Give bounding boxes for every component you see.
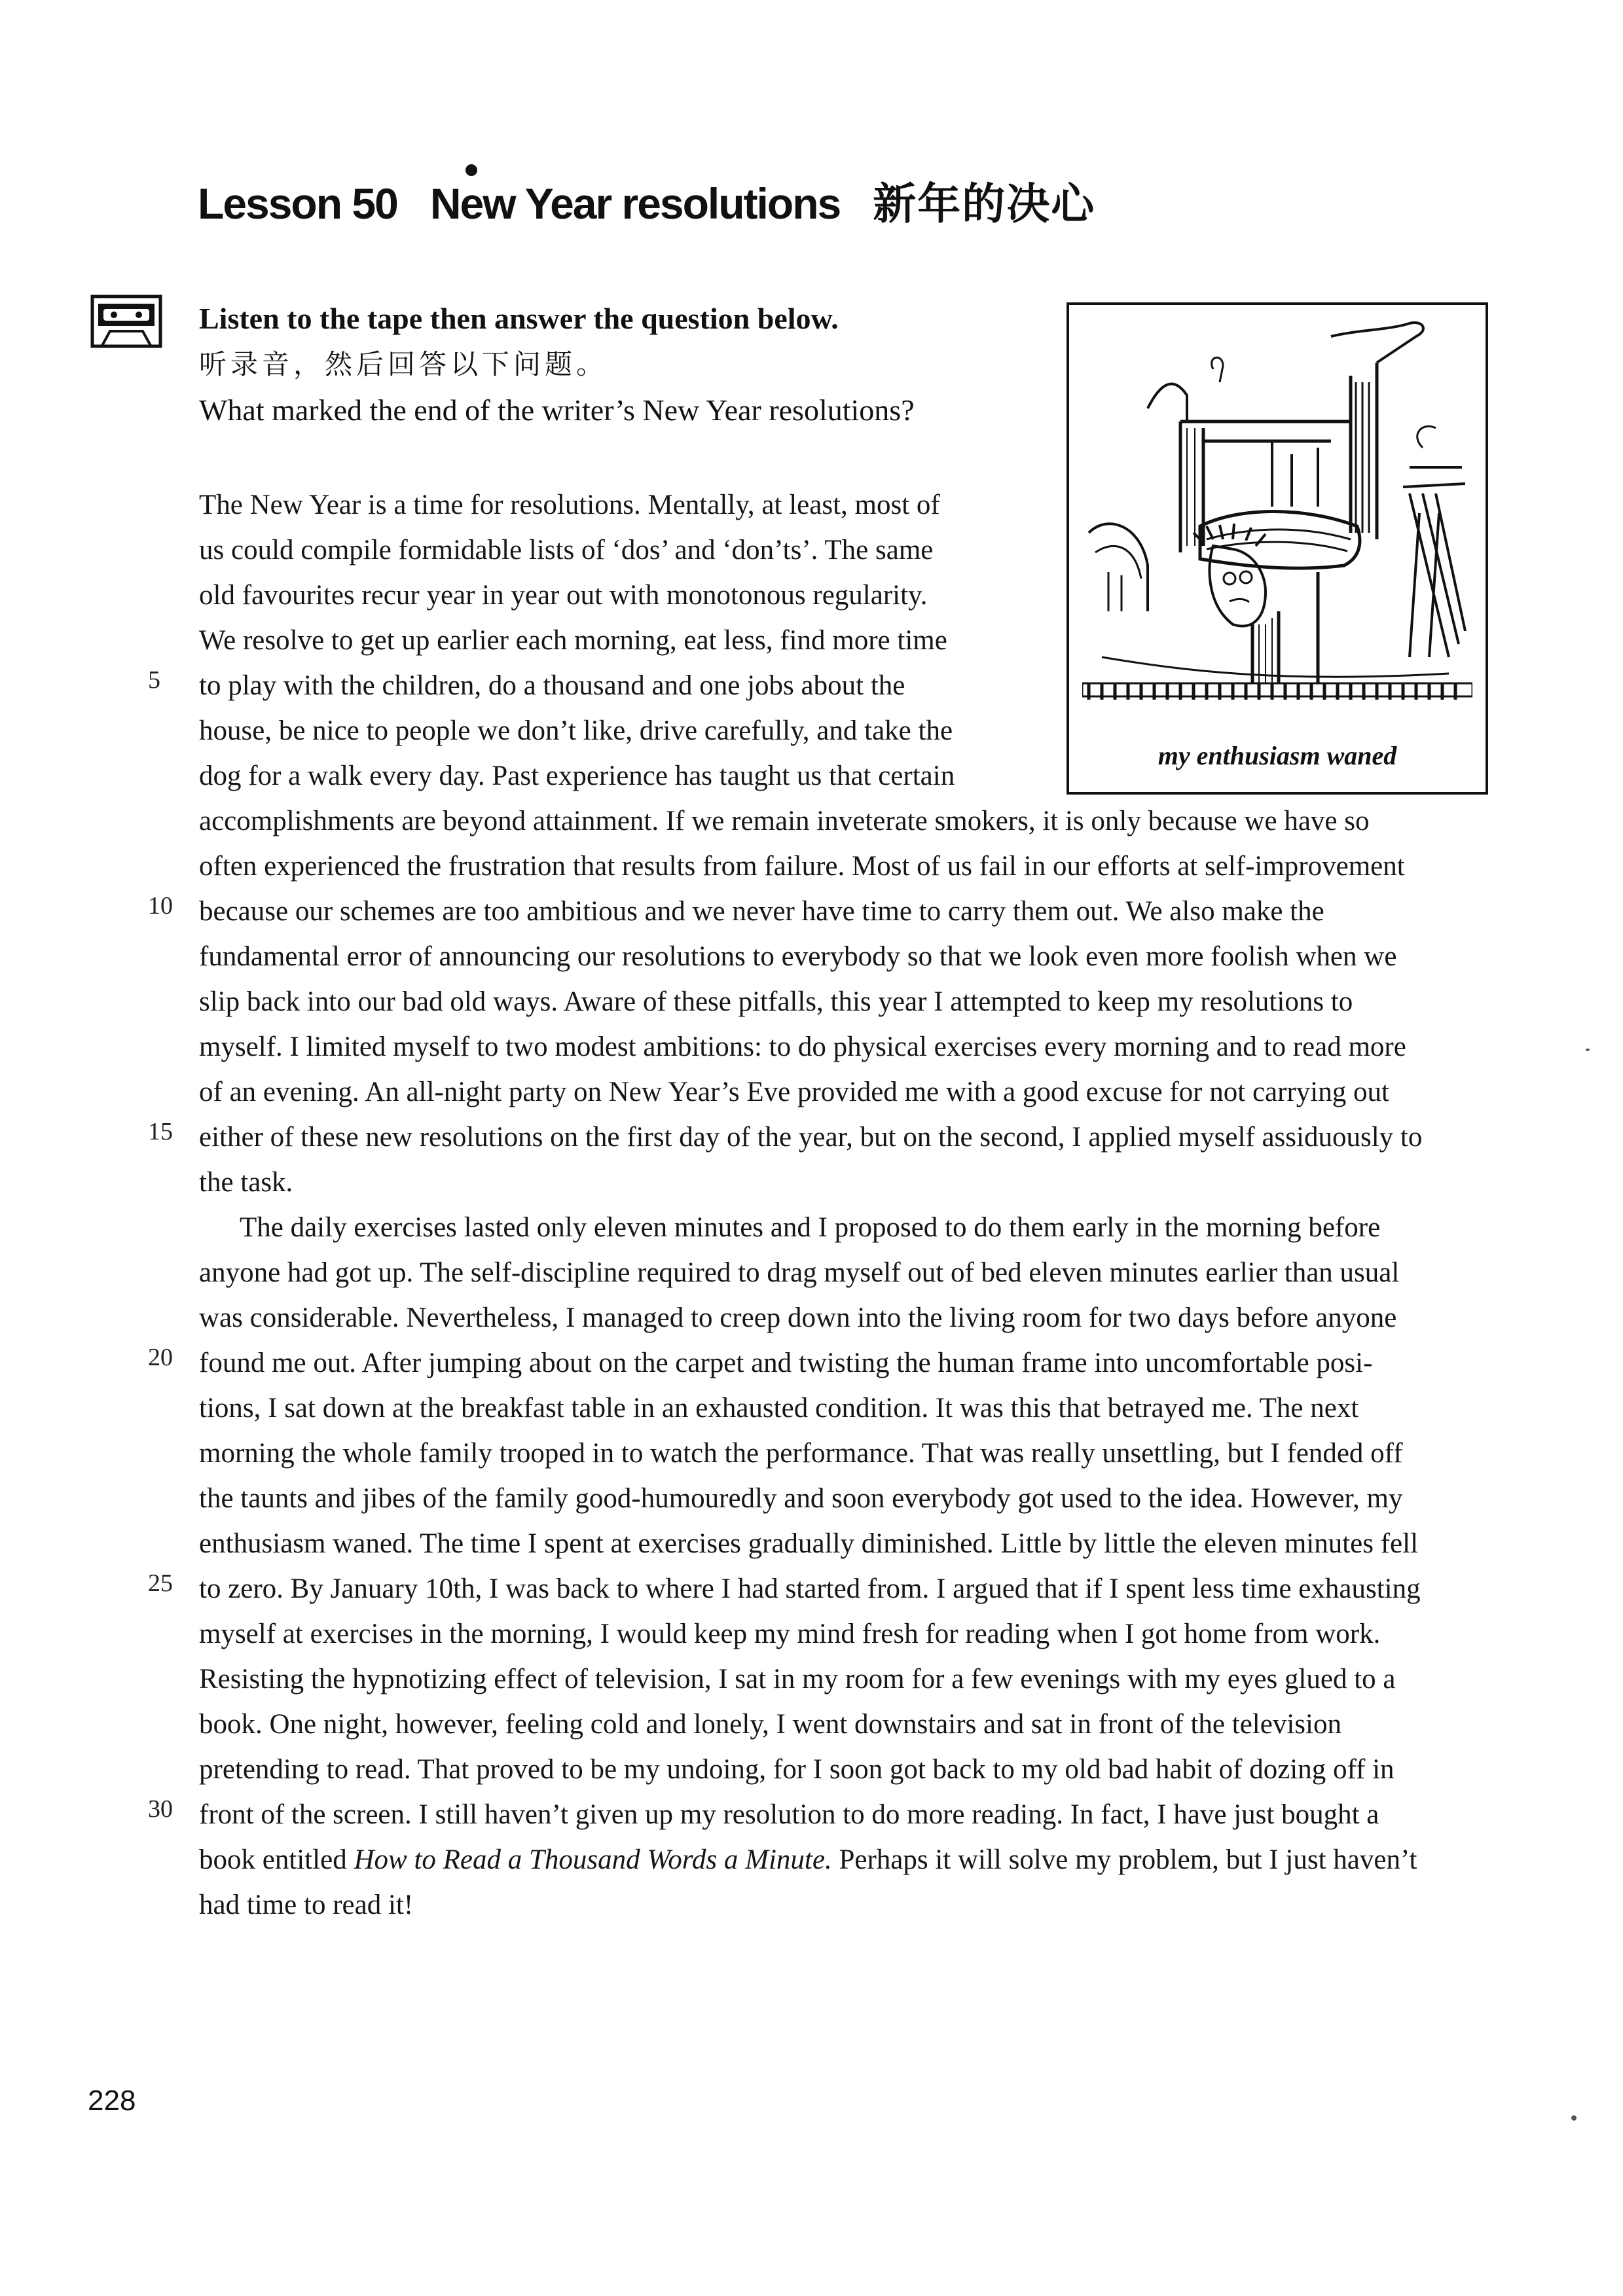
lesson-title [198,169,1095,231]
line-number: 20 [148,1344,173,1371]
passage-line: book entitled How to Read a Thousand Words a Minute. Perhaps it will solve my problem, but I just haven’t [199,1844,1417,1875]
scan-speck [1586,1049,1590,1051]
cartoon-man-doing-exercises-icon [1082,317,1472,736]
passage-line: old favourites recur year in year out with monotonous regularity. [199,580,928,611]
passage-line: enthusiasm waned. The time I spent at exercises gradually diminished. Little by little the eleven minutes fell [199,1528,1419,1559]
cartoon-figure [1067,302,1488,795]
passage-line: We resolve to get up earlier each morning, eat less, find more time [199,625,947,656]
passage-line: often experienced the frustration that results from failure. Most of us fail in our efforts at self-improvement [199,851,1405,882]
passage-line: morning the whole family trooped in to watch the performance. That was really unsettling, but I fended off [199,1438,1403,1469]
passage-line: anyone had got up. The self-discipline required to drag myself out of bed eleven minutes earlier than usual [199,1257,1400,1288]
passage-line: had time to read it! [199,1890,414,1920]
passage-line: either of these new resolutions on the first day of the year, but on the second, I applied myself assiduously to [199,1122,1423,1153]
line-number: 5 [148,666,160,694]
line-number: 30 [148,1795,173,1823]
passage-line: house, be nice to people we don’t like, drive carefully, and take the [199,715,953,746]
passage-line: Resisting the hypnotizing effect of television, I sat in my room for a few evenings with my eyes glued to a [199,1664,1396,1695]
passage-line: tions, I sat down at the breakfast table in an exhausted condition. It was this that betrayed me. The next [199,1393,1359,1424]
passage-line: myself. I limited myself to two modest ambitions: to do physical exercises every morning and to read more [199,1031,1406,1062]
passage-line: was considerable. Nevertheless, I managed to creep down into the living room for two days before anyone [199,1302,1397,1333]
passage-line: found me out. After jumping about on the carpet and twisting the human frame into uncomfortable posi- [199,1348,1373,1378]
question-text: What marked the end of the writer’s New Year resolutions? [199,393,915,427]
passage-line: myself at exercises in the morning, I would keep my mind fresh for reading when I got home from work. [199,1619,1381,1649]
passage-line: The daily exercises lasted only eleven minutes and I proposed to do them early in the morning before [240,1212,1381,1243]
passage-line: fundamental error of announcing our resolutions to everybody so that we look even more foolish when we [199,941,1397,972]
passage-line: to play with the children, do a thousand and one jobs about the [199,670,905,701]
passage-line: The New Year is a time for resolutions. Mentally, at least, most of [199,490,940,520]
line-number: 25 [148,1570,173,1597]
passage-line: slip back into our bad old ways. Aware of these pitfalls, this year I attempted to keep my resolutions to [199,986,1353,1017]
question-instruction: Listen to the tape then answer the question below. [199,302,839,335]
lesson-number: Lesson 50 [198,179,397,228]
passage-line: pretending to read. That proved to be my undoing, for I soon got back to my old bad habit of dozing off in [199,1754,1395,1785]
listening-question [199,296,1017,433]
passage-line: the taunts and jibes of the family good-humouredly and soon everybody got used to the idea. However, my [199,1483,1403,1514]
figure-caption: my enthusiasm waned [1158,741,1397,770]
page-number: 228 [88,2085,136,2117]
passage-line: to zero. By January 10th, I was back to where I had started from. I argued that if I spent less time exhausting [199,1573,1421,1604]
passage-line: book. One night, however, feeling cold and lonely, I went downstairs and sat in front of the television [199,1709,1341,1740]
question-instruction-chinese: 听录音，然后回答以下问题。 [199,348,608,380]
line-number: 15 [148,1118,173,1145]
book-title: How to Read a Thousand Words a Minute. [354,1844,832,1875]
passage-line: front of the screen. I still haven’t given up my resolution to do more reading. In fact, I have just bought a [199,1799,1379,1830]
passage-line: because our schemes are too ambitious and we never have time to carry them out. We also make the [199,896,1324,927]
lesson-title-chinese: 新年的决心 [873,179,1096,229]
stress-dot-letter: e [460,179,483,228]
passage-line: dog for a walk every day. Past experience has taught us that certain [199,761,955,791]
passage-line: us could compile formidable lists of ‘dos’ and ‘don’ts’. The same [199,535,934,565]
line-number: 10 [148,892,173,920]
passage-line: the task. [199,1167,293,1198]
passage-line: accomplishments are beyond attainment. If we remain inveterate smokers, it is only because we have so [199,806,1370,836]
scan-speck [1571,2115,1577,2121]
passage-line: of an evening. An all-night party on New Year’s Eve provided me with a good excuse for not carrying out [199,1077,1389,1107]
lesson-title-text: New Year resolutions [429,179,841,228]
cassette-tape-icon [90,295,162,348]
